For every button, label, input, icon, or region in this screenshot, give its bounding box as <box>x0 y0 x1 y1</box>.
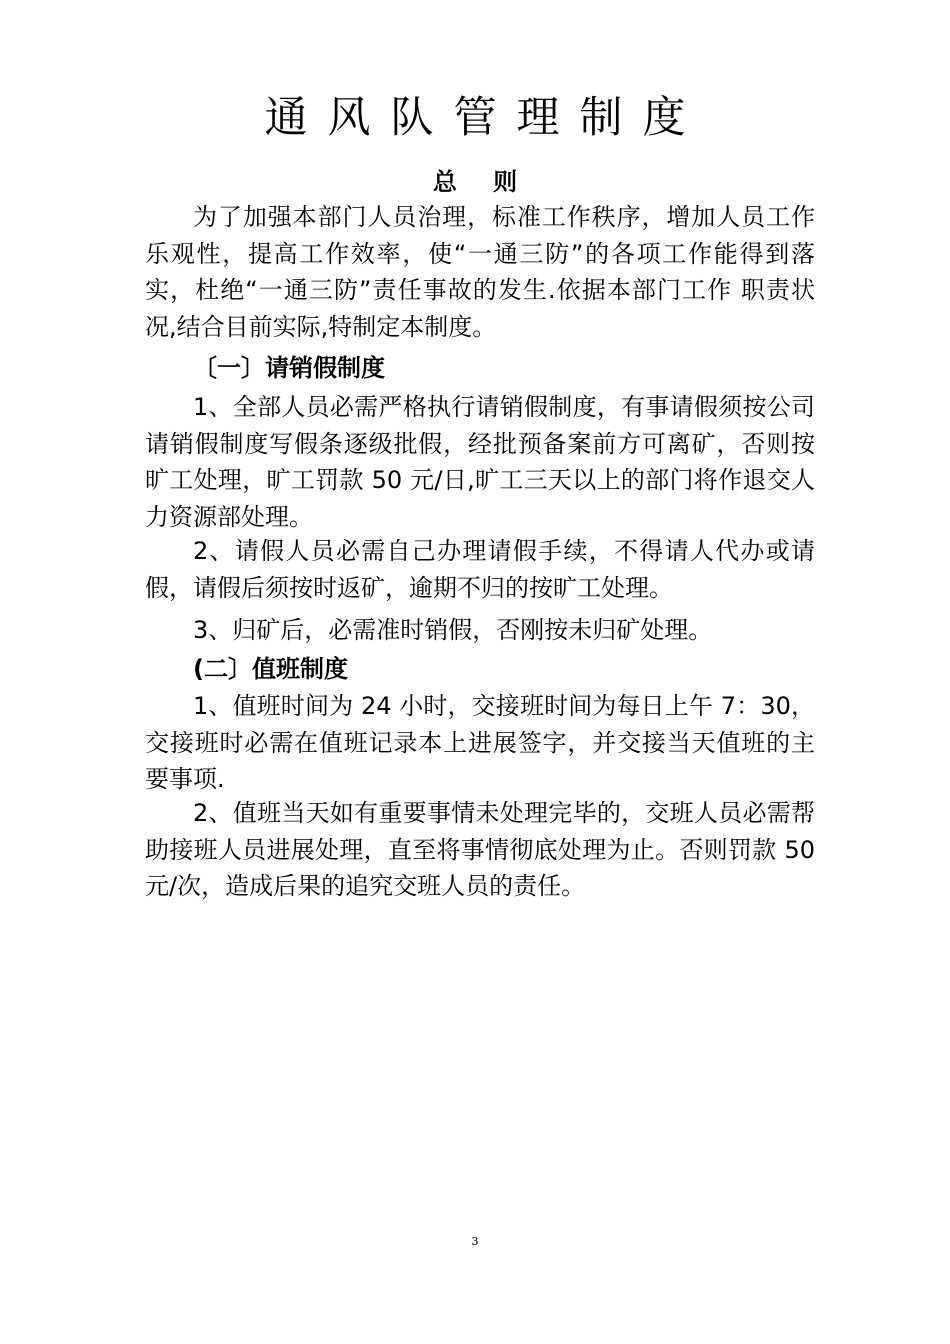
leave-rule-2: 2、请假人员必需自己办理请假手续，不得请人代办或请假，请假后须按时返矿，逾期不归的按旷工处理。 <box>145 537 815 602</box>
section-heading-leave: 〔一〕请销假制度 <box>193 354 385 382</box>
general-heading: 总 则 <box>432 168 532 196</box>
general-paragraph: 为了加强本部门人员治理，标准工作秩序，增加人员工作乐观性，提高工作效率，使“一通三防”的各项工作能得到落实，杜绝“一通三防”责任事故的发生.依据本部门工作 职责状况,结合目前实际,特制定本制度。 <box>145 203 815 341</box>
leave-rule-1: 1、全部人员必需严格执行请销假制度，有事请假须按公司请销假制度写假条逐级批假，经批预备案前方可离矿，否则按旷工处理，旷工罚款 50 元/日,旷工三天以上的部门将作退交人力资源部处理。 <box>145 393 815 531</box>
leave-rule-3: 3、归矿后，必需准时销假，否刚按未归矿处理。 <box>193 616 713 644</box>
section-heading-duty: (二〕值班制度 <box>193 655 348 683</box>
duty-rule-2: 2、值班当天如有重要事情未处理完毕的，交班人员必需帮助接班人员进展处理，直至将事情彻底处理为止。否则罚款 50 元/次，造成后果的追究交班人员的责任。 <box>145 799 815 900</box>
page-number: 3 <box>471 1235 479 1248</box>
document-title: 通风队管理制度 <box>264 93 706 143</box>
duty-rule-1: 1、值班时间为 24 小时，交接班时间为每日上午 7：30， 交接班时必需在值班记录本上进展签字，并交接当天值班的主要事项. <box>145 692 815 793</box>
